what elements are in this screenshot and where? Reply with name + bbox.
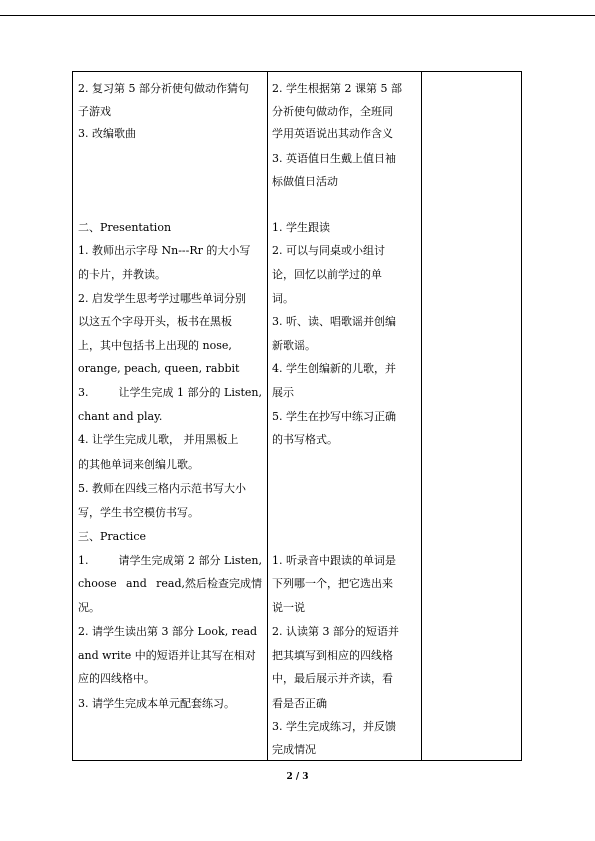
text-fragment: read,然后检查完成情 bbox=[156, 577, 262, 590]
text-line: 看是否正确 bbox=[272, 697, 327, 710]
text-line: 写，学生书空模仿书写。 bbox=[78, 506, 199, 519]
text-line: 应的四线格中。 bbox=[78, 672, 155, 685]
text-line: 下列哪一个，把它选出来 bbox=[272, 577, 393, 590]
lesson-table bbox=[72, 71, 522, 761]
text-line: 以这五个字母开头，板书在黑板 bbox=[78, 315, 232, 328]
text-line: 新歌谣。 bbox=[272, 339, 316, 352]
text-fragment: 3. bbox=[78, 386, 89, 399]
text-line: 完成情况 bbox=[272, 743, 316, 756]
text-line: 况。 bbox=[78, 601, 100, 614]
section-heading-practice: 三、Practice bbox=[78, 530, 146, 543]
text-line: 词。 bbox=[272, 292, 294, 305]
page-number: 2 / 3 bbox=[286, 772, 309, 782]
student-activities-column bbox=[267, 72, 422, 760]
text-line: 子游戏 bbox=[78, 105, 111, 118]
text-line: 2. 可以与同桌或小组讨 bbox=[272, 244, 385, 257]
text-line: 的书写格式。 bbox=[272, 433, 338, 446]
text-fragment: 让学生完成 1 部分的 Listen, bbox=[118, 386, 262, 399]
text-line: 3. 听、读、唱歌谣并创编 bbox=[272, 315, 396, 328]
text-line: 1. 学生跟读 bbox=[272, 221, 330, 234]
notes-column bbox=[421, 72, 521, 760]
text-line: 展示 bbox=[272, 386, 294, 399]
text-line: 3. 改编歌曲 bbox=[78, 127, 136, 140]
text-line: 5. 学生在抄写中练习正确 bbox=[272, 410, 396, 423]
text-line: 3. 学生完成练习，并反馈 bbox=[272, 720, 396, 733]
text-line: 2. 学生根据第 2 课第 5 部 bbox=[272, 82, 402, 95]
text-line bbox=[78, 386, 262, 400]
text-line: 3. 英语值日生戴上值日袖 bbox=[272, 152, 396, 165]
text-line: 上，其中包括书上出现的 nose, bbox=[78, 339, 232, 352]
text-line: 2. 认读第 3 部分的短语并 bbox=[272, 625, 399, 638]
text-line: 中，最后展示并齐读，看 bbox=[272, 672, 393, 685]
text-line: 把其填写到相应的四线格 bbox=[272, 649, 393, 662]
text-fragment: choose bbox=[78, 577, 117, 590]
text-line bbox=[78, 554, 262, 568]
text-fragment: 1. bbox=[78, 554, 89, 567]
text-line: 4. 学生创编新的儿歌，并 bbox=[272, 362, 396, 375]
text-line: 1. 教师出示字母 Nn---Rr 的大小写 bbox=[78, 244, 251, 257]
text-line: 1. 听录音中跟读的单词是 bbox=[272, 554, 396, 567]
text-line: 学用英语说出其动作含义 bbox=[272, 127, 393, 140]
text-line: 5. 教师在四线三格内示范书写大小 bbox=[78, 482, 246, 495]
header-rule bbox=[0, 15, 595, 16]
text-line: 分祈使句做动作，全班同 bbox=[272, 105, 393, 118]
text-line: 说一说 bbox=[272, 601, 305, 614]
text-line: 3. 请学生完成本单元配套练习。 bbox=[78, 697, 235, 710]
text-line: chant and play. bbox=[78, 410, 163, 423]
text-line: 2. 请学生读出第 3 部分 Look, read bbox=[78, 625, 258, 638]
text-line bbox=[78, 577, 262, 591]
text-line: 论，回忆以前学过的单 bbox=[272, 268, 382, 281]
section-heading-presentation: 二、Presentation bbox=[78, 221, 172, 234]
text-line: 4. 让学生完成儿歌， 并用黑板上 bbox=[78, 433, 239, 446]
teacher-activities-column bbox=[73, 72, 268, 760]
text-line: 2. 启发学生思考学过哪些单词分别 bbox=[78, 292, 246, 305]
text-line: 2. 复习第 5 部分祈使句做动作猜句 bbox=[78, 82, 249, 95]
text-line: 的其他单词来创编儿歌。 bbox=[78, 458, 199, 471]
text-fragment: and bbox=[126, 577, 147, 590]
text-line: orange, peach, queen, rabbit bbox=[78, 362, 240, 375]
text-line: 的卡片，并教读。 bbox=[78, 268, 166, 281]
text-line: and write 中的短语并让其写在相对 bbox=[78, 649, 256, 662]
text-fragment: 请学生完成第 2 部分 Listen, bbox=[118, 554, 262, 567]
text-line: 标做值日活动 bbox=[272, 175, 338, 188]
